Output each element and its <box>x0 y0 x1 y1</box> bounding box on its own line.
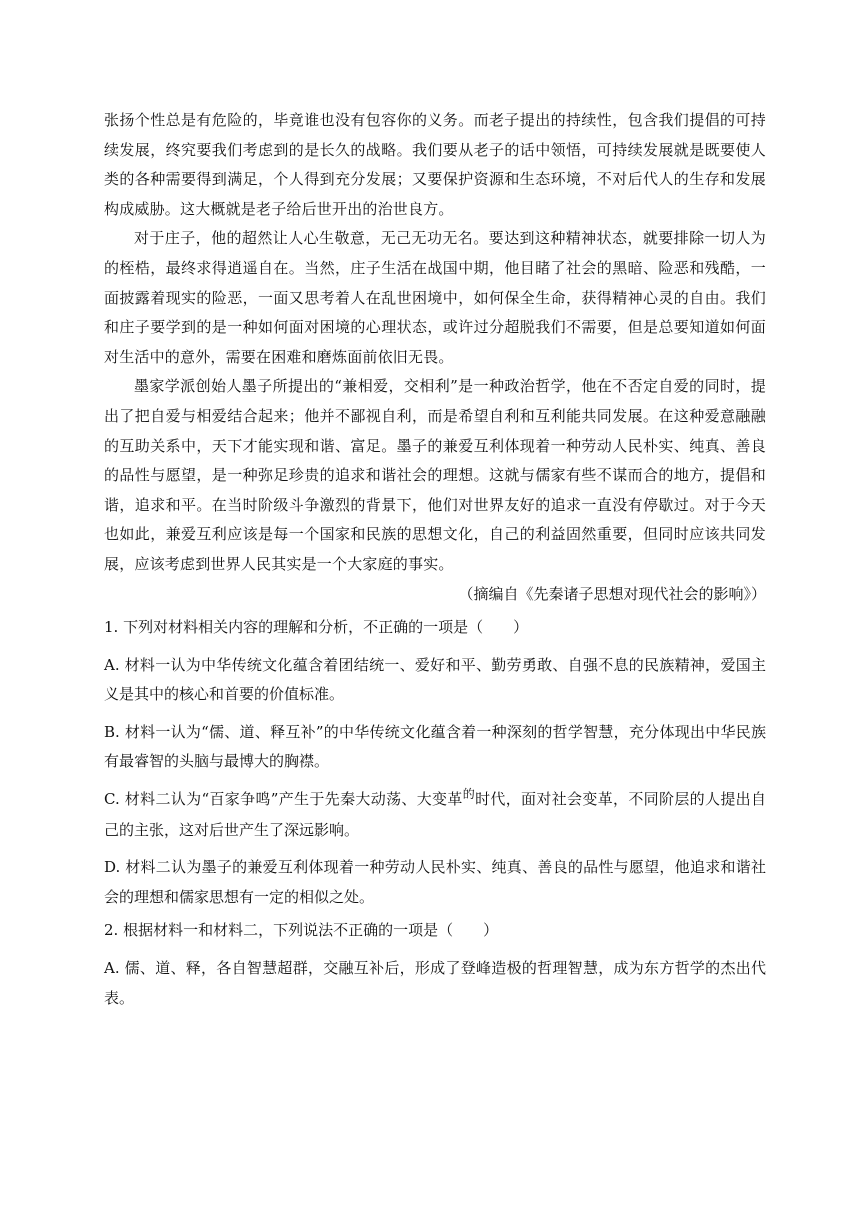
question-1-stem: 1. 下列对材料相关内容的理解和分析，不正确的一项是（ ） <box>104 618 529 637</box>
question-1-option-c <box>104 785 766 845</box>
question-2-option-a: A. 儒、道、释，各自智慧超群，交融互补后，形成了登峰造极的哲理智慧，成为东方哲学的杰出代表。 <box>104 959 766 1007</box>
question-1-option-d: D. 材料二认为墨子的兼爱互利体现着一种劳动人民朴实、纯真、善良的品性与愿望，他追求和谐社会的理想和儒家思想有一定的相似之处。 <box>104 858 766 906</box>
question-1-option-b: B. 材料一认为“儒、道、释互补”的中华传统文化蕴含着一种深刻的哲学智慧，充分体现出中华民族有最睿智的头脑与最博大的胸襟。 <box>104 722 766 771</box>
option-c-text-2: 时代，面对社会变革，不同阶层的人提出自己的主张，这对后世产生了深远影响。 <box>104 790 766 839</box>
question-1-option-a: A. 材料一认为中华传统文化蕴含着团结统一、爱好和平、勤劳勇敢、自强不息的民族精神，爱国主义是其中的核心和首要的价值标准。 <box>104 655 766 704</box>
option-c-text-1: C. 材料二认为“百家争鸣”产生于先秦大动荡、大变革 <box>104 790 463 809</box>
option-c-raised-char: 的 <box>462 787 476 802</box>
paragraph-mozi: 墨家学派创始人墨子所提出的“兼相爱，交相利”是一种政治哲学，他在不否定自爱的同时，提出了把自爱与相爱结合起来；他并不鄙视自利，而是希望自利和互利能共同发展。在这种爱意融融的互助关系中，天下才能实现和谐、富足。墨子的兼爱互利体现着一种劳动人民朴实、纯真、善良的品性与愿望，是一种弥足珍贵的追求和谐社会的理想。这就与儒家有些不谋而合的地方，提倡和谐，追求和平。在当时阶级斗争激烈的背景下，他们对世界友好的追求一直没有停歇过。对于今天也如此，兼爱互利应该是每一个国家和民族的思想文化，自己的利益固然重要，但同时应该共同发展，应该考虑到世界人民其实是一个大家庭的事实。 <box>104 377 766 573</box>
paragraph-laozi: 张扬个性总是有危险的，毕竟谁也没有包容你的义务。而老子提出的持续性，包含我们提倡的可持续发展，终究要我们考虑到的是长久的战略。我们要从老子的话中领悟，可持续发展就是既要使人类的各种需要得到满足，个人得到充分发展；又要保护资源和生态环境，不对后代人的生存和发展构成威胁。这大概就是老子给后世开出的治世良方。 <box>104 111 766 218</box>
question-2-stem: 2. 根据材料一和材料二，下列说法不正确的一项是（ ） <box>104 921 499 940</box>
paragraph-zhuangzi: 对于庄子，他的超然让人心生敬意，无己无功无名。要达到这种精神状态，就要排除一切人为的桎梏，最终求得逍遥自在。当然，庄子生活在战国中期，他目睹了社会的黑暗、险恶和残酷，一面披露着现实的险恶，一面又思考着人在乱世困境中，如何保全生命，获得精神心灵的自由。我们和庄子要学到的是一种如何面对困境的心理状态，或许过分超脱我们不需要，但是总要知道如何面对生活中的意外，需要在困难和磨炼面前依旧无畏。 <box>104 229 766 366</box>
document-page <box>104 106 766 1013</box>
source-citation: （摘编自《先秦诸子思想对现代社会的影响》） <box>458 584 766 603</box>
